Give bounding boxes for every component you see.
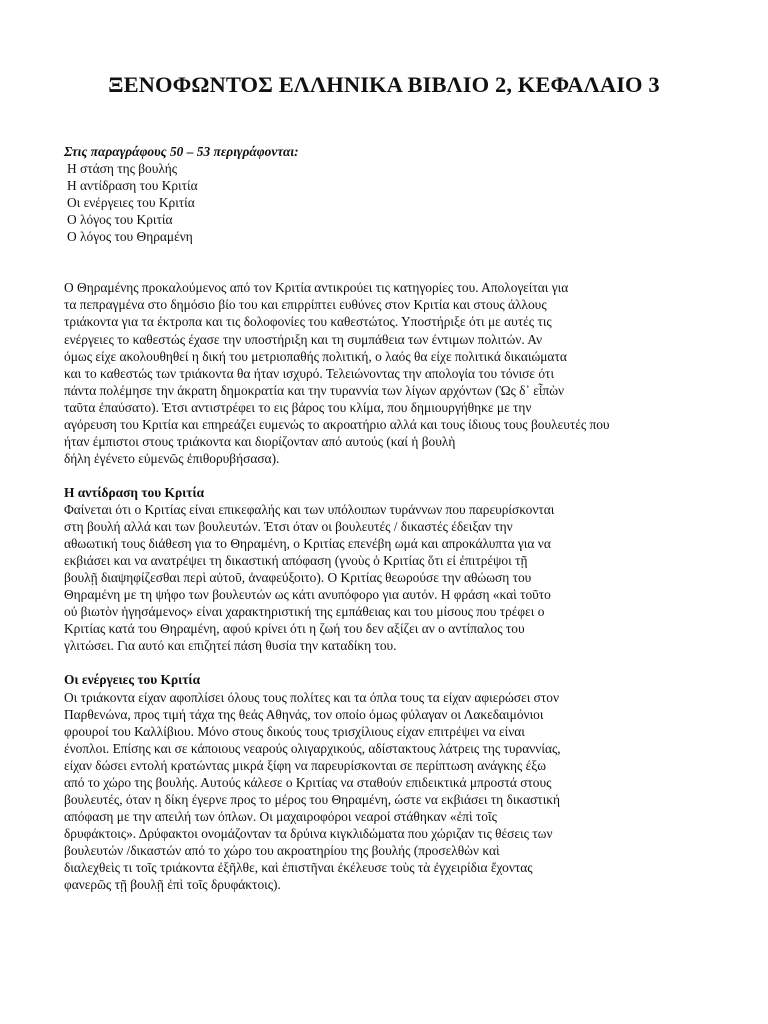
section-kritias-reaction [64, 484, 704, 654]
paragraph-line: βουλευτών /δικαστών από το χώρο του ακροατηρίου της βουλής (προσελθὼν καὶ [64, 842, 500, 858]
paragraph-gap [64, 245, 704, 262]
paragraph-line: απόφαση με την απειλή των όπλων. Οι μαχαιροφόροι νεαροί στάθηκαν «ἐπὶ τοῖς [64, 808, 497, 824]
section-heading: Η αντίδραση του Κριτία [64, 484, 205, 500]
paragraph-line: Οι τριάκοντα είχαν αφοπλίσει όλους τους πολίτες και τα όπλα τους τα είχαν αφιερώσει στον [64, 689, 560, 705]
paragraph-line: πάντα πολέμησε την άκρατη δημοκρατία και την τυραννία των λίγων αρχόντων (Ὡς δ᾽ εἶπὼν [64, 382, 565, 398]
paragraph-gap [64, 262, 704, 279]
paragraph-line: Θηραμένη με τη ψήφο των βουλευτών ως κάτι ανυπόφορο για αυτόν. Η φράση «καὶ τοῦτο [64, 587, 551, 603]
paragraph-line: στη βουλή αλλά και των βουλευτών. Έτσι όταν οι βουλευτές / δικαστές έδειξαν την [64, 519, 513, 535]
paragraph-line: από το χώρο της βουλής. Αυτούς κάλεσε ο Κριτίας να σταθούν επιδεικτικά μπροστά στους [64, 774, 552, 790]
paragraph-line: είχαν δώσει εντολή κρατώντας μικρά ξίφη να παρευρίσκονται σε περίπτωση ανάγκης έξω [64, 757, 547, 773]
paragraph-line: οὐ βιωτὸν ἡγησάμενος» είναι χαρακτηριστική της εμπάθειας και του μίσους που τρέφει ο [64, 604, 545, 620]
paragraph-line: και το καθεστώς των τριάκοντα θα ήταν ισχυρό. Τελειώνοντας την απολογία του τόνισε ότι [64, 365, 555, 381]
paragraph-line: δρυφάκτοις». Δρύφακτοι ονομάζονταν τα δρύινα κιγκλιδώματα που χώριζαν τις θέσεις των [64, 825, 553, 841]
paragraph-line: ένοπλοι. Επίσης και σε κάποιους νεαρούς ολιγαρχικούς, αδίστακτους λάτρεις της τυραννίας, [64, 740, 561, 756]
paragraph-line: ταῦτα ἐπαύσατο). Έτσι αντιστρέφει το εις βάρος του κλίμα, που δημιουργήθηκε με την [64, 399, 532, 415]
paragraph-line: ενέργειες το καθεστώς έχασε την υποστήριξη και τη συμπάθεια των έντιμων πολιτών. Αν [64, 331, 543, 347]
paragraph-line: φρουροί του Καλλίβιου. Μόνο στους δικούς τους τρισχίλιους είχαν επιτρέψει να είναι [64, 723, 525, 739]
paragraph-line: βουλευτές, όταν η δίκη έγερνε προς το μέρος του Θηραμένη, ώστε να εκβιάσει τη δικαστική [64, 791, 561, 807]
paragraph-line: Παρθενώνα, προς τιμή τάχα της θεάς Αθηνάς, τον οποίο όμως φύλαγαν οι Λακεδαιμόνιοι [64, 706, 544, 722]
paragraph-line: Ο Θηραμένης προκαλούμενος από τον Κριτία αντικρούει τις κατηγορίες του. Απολογείται για [64, 280, 569, 296]
paragraph-line: δήλη ἐγένετο εὐμενῶς ἐπιθορυβήσασα). [64, 450, 280, 466]
section-theramenes-defense [64, 279, 704, 467]
topic-item: Οι ενέργειες του Κριτία [67, 195, 195, 211]
paragraph-line: εκβιάσει και να ανατρέψει τη δικαστική απόφαση (γνοὺς ὁ Κριτίας ὅτι εἰ ἐπιτρέψοι τῇ [64, 553, 528, 569]
paragraph-line: αθωωτική τους διάθεση για το Θηραμένη, ο Κριτίας επενέβη ωμά και απροκάλυπτα για να [64, 536, 551, 552]
topic-item: Ο λόγος του Κριτία [67, 212, 173, 228]
paragraph-line: όμως είχε ακολουθηθεί η δική του μετριοπαθής πολιτική, ο λαός θα είχε πολιτικά δικαιώματα [64, 348, 567, 364]
section-heading: Οι ενέργειες του Κριτία [64, 672, 201, 688]
paragraph-line: τα πεπραγμένα στο δημόσιο βίο του και επιρρίπτει ευθύνες στον Κριτία και στους άλλους [64, 297, 547, 313]
paragraph-line: Φαίνεται ότι ο Κριτίας είναι επικεφαλής και των υπόλοιπων τυράννων που παρευρίσκονται [64, 501, 555, 517]
intro-heading: Στις παραγράφους 50 – 53 περιγράφονται: [64, 144, 299, 159]
document-body [64, 143, 704, 893]
section-kritias-actions [64, 671, 704, 893]
paragraph-line: Κριτίας κατά του Θηραμένη, αφού κρίνει ότι η ζωή του δεν αξίζει αν ο αντίπαλος του [64, 621, 525, 637]
paragraph-line: γλιτώσει. Για αυτό και επιζητεί πάση θυσία την καταδίκη του. [64, 638, 397, 654]
paragraph-gap [64, 654, 704, 671]
paragraph-line: αγόρευση του Κριτία και επηρεάζει ευμενώς το ακροατήριο αλλά και τους ίδιους τους βουλευτές που [64, 416, 610, 432]
paragraph-line: βουλῇ διαψηφίζεσθαι περὶ αὐτοῦ, ἀναφεύξοιτο). Ο Κριτίας θεωρούσε την αθώωση του [64, 570, 532, 586]
paragraph-line: διαλεχθεὶς τι τοῖς τριάκοντα ἐξῆλθε, καὶ ἐπιστῆναι ἐκέλευσε τοὺς τὰ ἐγχειρίδια ἔχοντας [64, 859, 533, 875]
topic-item: Ο λόγος του Θηραμένη [67, 229, 193, 245]
document-title: ΞΕΝΟΦΩΝΤΟΣ ΕΛΛΗΝΙΚΑ ΒΙΒΛΙΟ 2, ΚΕΦΑΛΑΙΟ 3 [108, 72, 660, 97]
paragraph-line: ήταν έμπιστοι στους τριάκοντα και διορίζονταν από αυτούς (καί ἡ βουλὴ [64, 433, 456, 449]
topic-list [64, 160, 704, 245]
paragraph-gap [64, 467, 704, 484]
paragraph-line: φανερῶς τῇ βουλῇ ἐπὶ τοῖς δρυφάκτοις). [64, 877, 281, 893]
topic-item: Η αντίδραση του Κριτία [67, 178, 198, 194]
paragraph-line: τριάκοντα για τα έκτροπα και τις δολοφονίες του καθεστώτος. Υποστήριξε ότι με αυτές τις [64, 314, 552, 330]
topic-item: Η στάση της βουλής [67, 161, 178, 177]
